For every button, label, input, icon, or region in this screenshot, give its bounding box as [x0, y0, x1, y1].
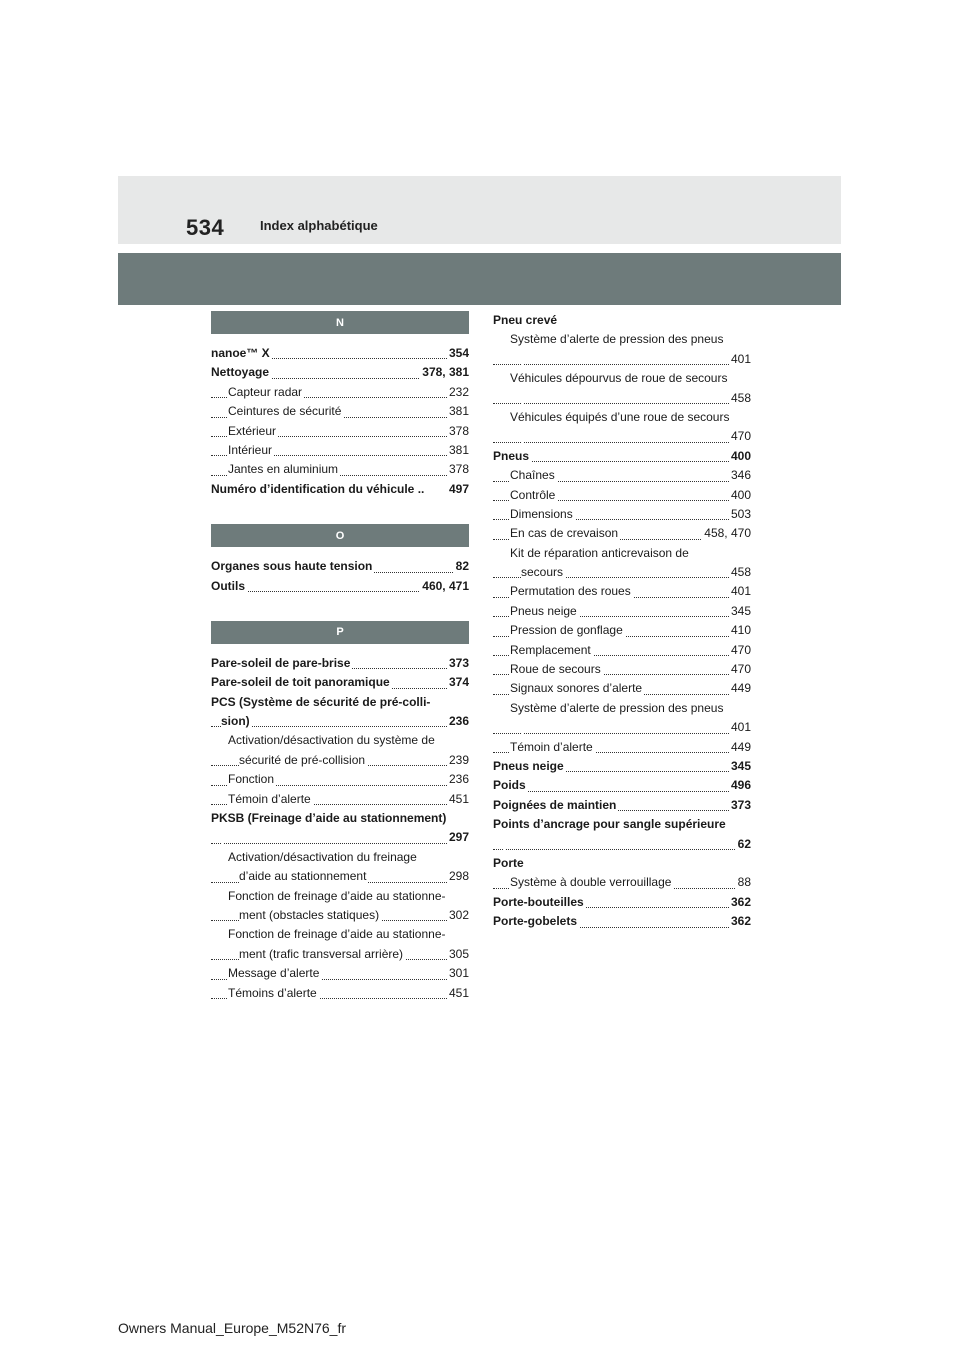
index-entry	[211, 402, 469, 421]
index-entry-text: nanoe™ X	[211, 346, 270, 360]
index-entry-page: 62	[736, 835, 751, 854]
index-entry	[493, 757, 751, 776]
index-entry	[211, 673, 469, 692]
index-entry-page: 496	[729, 776, 751, 795]
index-entry-page: 381	[447, 402, 469, 421]
index-entry-text: Remplacement	[510, 642, 591, 657]
index-entry	[211, 809, 469, 828]
index-entry-text	[521, 720, 523, 734]
index-entry-text	[521, 429, 523, 443]
index-entry	[493, 369, 751, 388]
index-entry-text: Pare-soleil de pare-brise	[211, 655, 351, 670]
index-entry-page: 373	[729, 796, 751, 815]
index-entry	[493, 718, 751, 737]
index-entry	[493, 408, 751, 427]
index-entry	[493, 563, 751, 582]
index-entry-text: sécurité de pré-collision	[239, 752, 366, 767]
index-entry	[211, 848, 469, 867]
index-entry	[493, 660, 751, 679]
index-entry-text	[521, 391, 523, 405]
index-entry	[493, 447, 751, 466]
index-entry	[211, 751, 469, 770]
index-column-left	[211, 311, 469, 1003]
letter-heading-o: O	[211, 524, 469, 547]
index-entry-page: 470	[729, 427, 751, 446]
index-entry-page: 239	[447, 751, 469, 770]
index-entry-page: 470	[729, 660, 751, 679]
index-entry	[211, 770, 469, 789]
index-entry	[493, 679, 751, 698]
index-entry-page: 301	[447, 964, 469, 983]
index-entry-text: Pression de gonflage	[510, 623, 623, 638]
index-entry-text: Pneus neige	[493, 758, 564, 773]
index-entry-text: PKSB (Freinage d’aide au stationnement)	[211, 811, 447, 826]
index-entry-text: Porte-bouteilles	[493, 894, 584, 909]
index-entry-page: 378	[447, 422, 469, 441]
index-entry-page: 449	[729, 679, 751, 698]
index-entry	[493, 796, 751, 815]
index-entry-text: Poids	[493, 778, 526, 793]
index-entry-page: 345	[729, 602, 751, 621]
header-dark-band	[118, 253, 841, 305]
index-entry-text: Véhicules équipés d’une roue de secours	[510, 409, 730, 424]
index-entry-page: 345	[729, 757, 751, 776]
index-entry	[211, 984, 469, 1003]
index-entry	[211, 925, 469, 944]
index-entry	[211, 654, 469, 673]
index-entry-page: 378	[447, 460, 469, 479]
index-entry-text: Capteur radar	[228, 384, 303, 399]
index-entry-page: 362	[729, 912, 751, 931]
index-entry	[211, 945, 469, 964]
index-entry-text: d’aide au stationnement	[239, 869, 367, 884]
dot-leader	[493, 849, 751, 850]
index-entry	[211, 557, 469, 576]
index-entry-text: Pneus	[493, 448, 530, 463]
index-entry-text: Extérieur	[228, 423, 277, 438]
index-entry	[493, 602, 751, 621]
index-entry-page: 458	[729, 563, 751, 582]
dot-leader	[493, 791, 751, 792]
dot-leader	[493, 364, 751, 365]
index-entry-text: Points d’ancrage pour sangle supérieure	[493, 817, 726, 832]
page-number: 534	[186, 215, 225, 240]
index-entry-text	[221, 830, 223, 844]
index-entry-page: 378, 381	[420, 363, 469, 382]
index-entry	[211, 693, 469, 712]
index-entry-text: Fonction	[228, 772, 275, 787]
index-entry-text: Ceintures de sécurité	[228, 404, 342, 419]
index-entry-text: Système d’alerte de pression des pneus	[510, 700, 724, 715]
index-entry	[211, 712, 469, 731]
section-title: Index alphabétique	[260, 218, 378, 233]
index-entry-text: Pare-soleil de toit panoramique	[211, 675, 390, 690]
index-entry	[493, 873, 751, 892]
index-entry	[211, 480, 469, 499]
index-entry-text: En cas de crevaison	[510, 526, 619, 541]
index-entry	[211, 344, 469, 363]
index-entry	[493, 389, 751, 408]
index-entry-text: Porte	[493, 855, 524, 870]
index-entry-page: 298	[447, 867, 469, 886]
index-entry-page: 401	[729, 582, 751, 601]
index-entry-text: Intérieur	[228, 442, 273, 457]
index-entry	[493, 486, 751, 505]
index-entry-page: 373	[447, 654, 469, 673]
index-entry	[493, 350, 751, 369]
index-entry-page: 458, 470	[702, 524, 751, 543]
index-entry-page: 346	[729, 466, 751, 485]
index-entry-page: 470	[729, 641, 751, 660]
index-entry-page: 354	[447, 344, 469, 363]
index-entry-text: Fonction de freinage d’aide au stationne-	[228, 927, 446, 942]
index-entry-text: Organes sous haute tension	[211, 559, 373, 574]
index-entry-text: Poignées de maintien	[493, 797, 617, 812]
letter-heading-p: P	[211, 621, 469, 644]
index-entry	[493, 641, 751, 660]
dot-leader	[211, 843, 469, 844]
index-entry	[211, 790, 469, 809]
index-entry-text: ment (trafic transversal arrière)	[239, 946, 404, 961]
index-entry-page: 503	[729, 505, 751, 524]
index-entry-text: Système à double verrouillage	[510, 875, 672, 890]
index-entry	[211, 906, 469, 925]
index-entry-page: 449	[729, 738, 751, 757]
index-entry-page: 458	[729, 389, 751, 408]
index-entry-text: Signaux sonores d’alerte	[510, 681, 643, 696]
index-entry-page: 236	[447, 712, 469, 731]
header-top-band	[118, 176, 841, 244]
index-entry-text: Contrôle	[510, 487, 556, 502]
index-entry	[211, 828, 469, 847]
index-entry-text: Fonction de freinage d’aide au stationne-	[228, 888, 446, 903]
index-entry-text: Témoins d’alerte	[228, 985, 317, 1000]
index-entry	[211, 867, 469, 886]
dot-leader	[493, 733, 751, 734]
index-entry-text: Pneus neige	[510, 603, 577, 618]
index-entry-text: Permutation des roues	[510, 584, 631, 599]
index-entry-text: Chaînes	[510, 468, 555, 483]
index-entry-page: 305	[447, 945, 469, 964]
index-entry-page: 82	[454, 557, 469, 576]
index-entry-page: 381	[447, 441, 469, 460]
index-entry	[211, 964, 469, 983]
index-entry-page: 236	[447, 770, 469, 789]
letter-heading-n: N	[211, 311, 469, 334]
index-entry	[493, 699, 751, 718]
index-entry-page: 400	[729, 447, 751, 466]
dot-leader	[493, 403, 751, 404]
index-entry-text: Roue de secours	[510, 662, 601, 677]
index-entry-page: 302	[447, 906, 469, 925]
index-entry-page: 400	[729, 486, 751, 505]
index-entry-text: Activation/désactivation du freinage	[228, 849, 417, 864]
index-entry	[493, 544, 751, 563]
index-entry	[493, 854, 751, 873]
index-entry-text: PCS (Système de sécurité de pré-colli-	[211, 694, 431, 709]
index-entry-text: Message d’alerte	[228, 966, 320, 981]
index-entry-text: Outils	[211, 578, 246, 593]
index-entry	[493, 330, 751, 349]
index-entry	[211, 887, 469, 906]
index-entry-text: Dimensions	[510, 506, 573, 521]
index-entry-text: Nettoyage	[211, 365, 270, 380]
index-entry-text	[521, 352, 523, 366]
index-entry-text: Système d’alerte de pression des pneus	[510, 332, 724, 347]
index-entry-page: 362	[729, 893, 751, 912]
index-entry-text: secours	[521, 565, 564, 580]
index-entry-page: 451	[447, 984, 469, 1003]
index-entry	[493, 427, 751, 446]
index-column-right	[493, 311, 751, 932]
index-entry-page: 401	[729, 718, 751, 737]
index-entry	[493, 466, 751, 485]
index-entry-page: 401	[729, 350, 751, 369]
index-entry-text: Jantes en aluminium	[228, 462, 339, 477]
index-entry	[493, 815, 751, 834]
index-entry	[211, 460, 469, 479]
index-entry	[493, 912, 751, 931]
index-entry	[493, 893, 751, 912]
index-entry-page: 297	[447, 828, 469, 847]
index-entry-text: Numéro d’identification du véhicule ..	[211, 481, 425, 496]
footer-text: Owners Manual_Europe_M52N76_fr	[118, 1320, 347, 1336]
index-entry-text: sion)	[221, 714, 250, 729]
dot-leader	[493, 442, 751, 443]
index-entry-text: Porte-gobelets	[493, 914, 578, 929]
index-entry	[211, 731, 469, 750]
index-entry-text: Kit de réparation anticrevaison de	[510, 545, 689, 560]
index-entry-text	[503, 837, 505, 851]
index-entry-text: ment (obstacles statiques)	[239, 907, 380, 922]
index-entry-text: Témoin d’alerte	[510, 739, 593, 754]
dot-leader	[493, 461, 751, 462]
index-entry-page: 88	[736, 873, 751, 892]
index-entry	[211, 383, 469, 402]
index-entry-text: Activation/désactivation du système de	[228, 733, 435, 748]
index-entry	[211, 441, 469, 460]
index-entry	[493, 505, 751, 524]
index-entry-page: 374	[447, 673, 469, 692]
index-entry	[493, 776, 751, 795]
index-entry	[211, 363, 469, 382]
index-entry	[493, 835, 751, 854]
index-entry-page: 460, 471	[420, 577, 469, 596]
index-entry-page: 410	[729, 621, 751, 640]
index-entry-text: Témoin d’alerte	[228, 791, 311, 806]
index-entry	[211, 577, 469, 596]
index-entry	[493, 621, 751, 640]
index-entry	[493, 311, 751, 330]
index-entry-text: Pneu crevé	[493, 313, 558, 327]
index-entry	[211, 422, 469, 441]
index-entry	[493, 738, 751, 757]
index-entry	[493, 524, 751, 543]
index-entry-page: 497	[447, 480, 469, 499]
index-entry	[493, 582, 751, 601]
index-entry-page: 451	[447, 790, 469, 809]
index-entry-text: Véhicules dépourvus de roue de secours	[510, 371, 728, 386]
index-entry-page: 232	[447, 383, 469, 402]
